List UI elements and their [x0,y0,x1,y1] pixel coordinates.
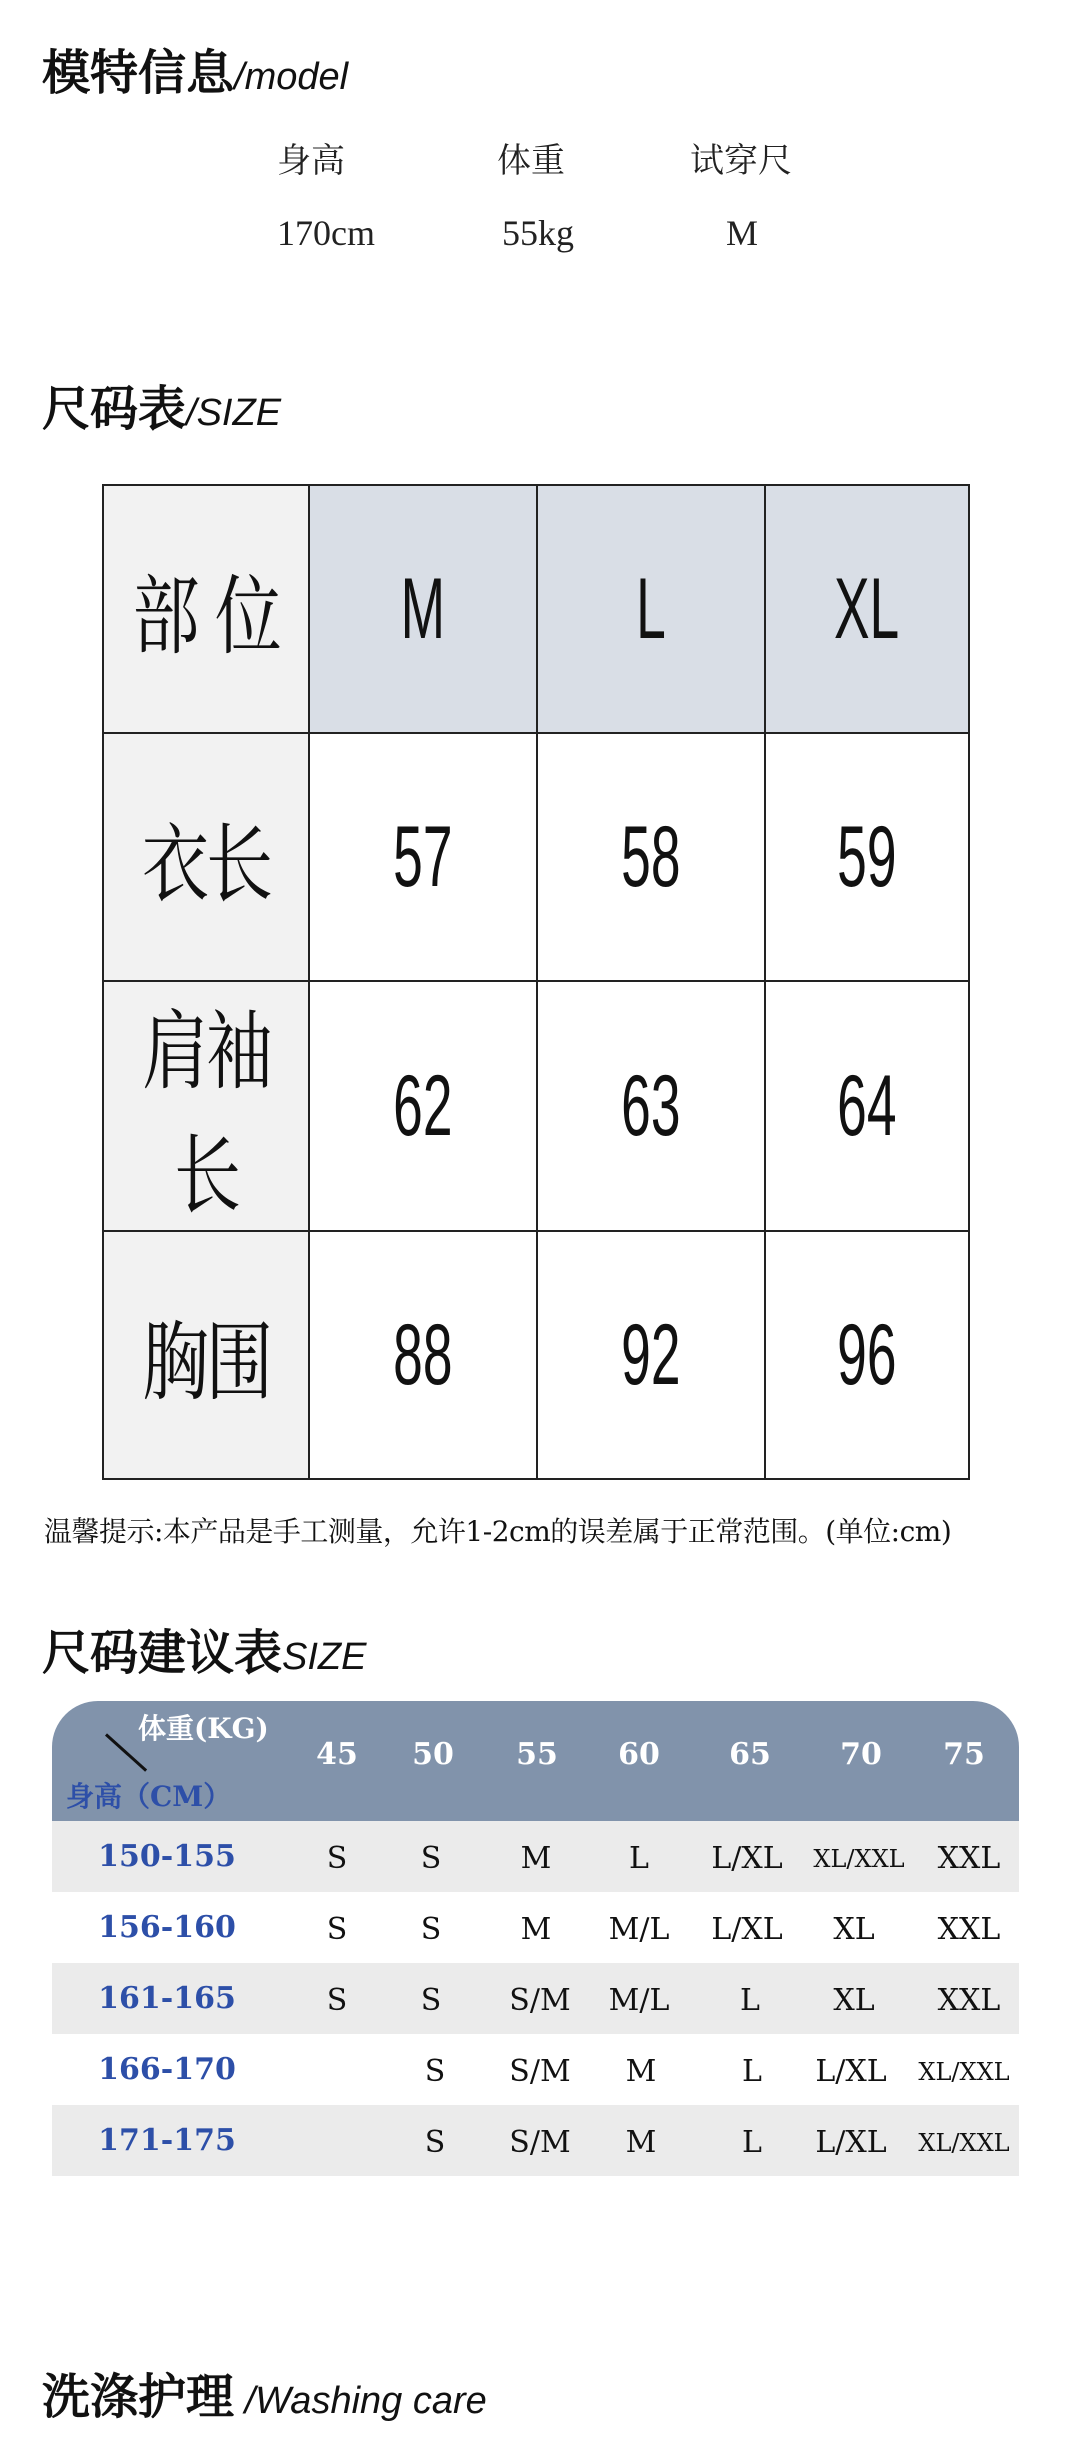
size-cell: S [326,1983,348,2018]
size-cell: L [742,2054,762,2089]
height-axis-label: 身高（CM） [66,1780,232,1813]
table-row [52,2105,1019,2176]
height-range: 166-170 [98,2052,236,2087]
size-cell: L [742,2125,762,2160]
size-cell: L/XL [711,1912,783,1947]
weight-col-header: 55 [516,1737,558,1772]
weight-col-header: 50 [412,1737,454,1772]
size-cell: M [520,1841,552,1876]
size-cell: XXL [937,1912,1001,1947]
size-cell: S [424,2125,446,2160]
weight-col-header: 45 [316,1737,358,1772]
size-cell: XL [833,1912,875,1947]
size-cell: XXL [937,1841,1001,1876]
model-title-en: /model [234,56,349,98]
model-height-label: 身高 [277,141,345,181]
size-cell: S/M [509,1983,571,2018]
table-row [103,1231,969,1479]
model-size-label: 试穿尺 [690,141,792,181]
size-header-l: L [537,485,765,733]
table-row [52,1892,1019,1963]
size-value: 64 [765,981,969,1231]
size-heading [42,370,281,439]
size-table [102,484,970,1480]
height-range: 171-175 [98,2123,236,2158]
size-cell: XXL [937,1983,1001,2018]
size-value: 88 [309,1231,537,1479]
height-range: 150-155 [98,1839,236,1874]
size-cell: L [629,1841,649,1876]
size-table-header [103,485,969,733]
size-value: 63 [537,981,765,1231]
size-cell: XL/XXL [918,2129,1010,2157]
size-cell: M/L [608,1912,670,1947]
weight-col-header: 70 [840,1737,882,1772]
size-cell: L/XL [815,2125,887,2160]
size-cell: S [420,1912,442,1947]
size-cell: S [420,1983,442,2018]
model-weight-value: 55kg [502,213,574,253]
model-size-col [690,133,792,254]
size-cell: M/L [608,1983,670,2018]
size-value: 58 [537,733,765,981]
size-cell: S/M [509,2054,571,2089]
model-heading [42,34,348,103]
size-value: 96 [765,1231,969,1479]
size-cell: L [740,1983,760,2018]
size-suggestion-table [52,1701,1019,2176]
weight-axis-label: 体重(KG) [138,1712,269,1745]
table-row [103,733,969,981]
size-cell: XL/XXL [813,1845,905,1873]
size-value: 62 [309,981,537,1231]
model-weight-label: 体重 [497,141,565,181]
model-height-col [277,133,375,254]
model-weight-col [497,133,574,254]
washing-title-cn: 洗涤护理 [42,2369,235,2425]
suggest-title-en: SIZE [282,1636,367,1678]
size-value: 92 [537,1231,765,1479]
size-cell: M [520,1912,552,1947]
size-header-part: 部 位 [103,485,309,733]
suggestion-header [52,1701,1019,1821]
height-range: 161-165 [98,1981,236,2016]
table-row [52,1821,1019,1892]
size-cell: M [625,2054,657,2089]
suggest-title-cn: 尺码建议表 [42,1625,283,1681]
washing-title-en: /Washing care [234,2380,487,2422]
weight-col-header: 65 [729,1737,771,1772]
model-title-cn: 模特信息 [42,45,235,101]
size-part-label: 衣长 [103,733,309,981]
size-header-m: M [309,485,537,733]
measurement-note: 温馨提示:本产品是手工测量，允许1-2cm的误差属于正常范围。(单位:cm) [44,1515,952,1548]
washing-heading [42,2358,487,2427]
height-range: 156-160 [98,1910,236,1945]
size-part-label: 肩袖长 [103,981,309,1231]
table-row [52,1963,1019,2034]
size-value: 57 [309,733,537,981]
model-size-value: M [726,213,759,253]
size-cell: XL/XXL [918,2058,1010,2086]
weight-col-header: 75 [943,1737,985,1772]
size-header-xl: XL [765,485,969,733]
suggest-heading [42,1614,366,1683]
size-cell: S/M [509,2125,571,2160]
size-cell: S [326,1841,348,1876]
size-title-cn: 尺码表 [42,381,187,437]
size-cell: L/XL [815,2054,887,2089]
weight-col-header: 60 [618,1737,660,1772]
size-value: 59 [765,733,969,981]
size-cell: S [326,1912,348,1947]
size-cell: S [424,2054,446,2089]
model-height-value: 170cm [277,213,375,253]
table-row [103,981,969,1231]
size-cell: XL [833,1983,875,2018]
size-cell: L/XL [711,1841,783,1876]
size-part-label: 胸围 [103,1231,309,1479]
table-row [52,2034,1019,2105]
size-cell: M [625,2125,657,2160]
size-cell: S [420,1841,442,1876]
size-title-en: /SIZE [186,392,282,434]
